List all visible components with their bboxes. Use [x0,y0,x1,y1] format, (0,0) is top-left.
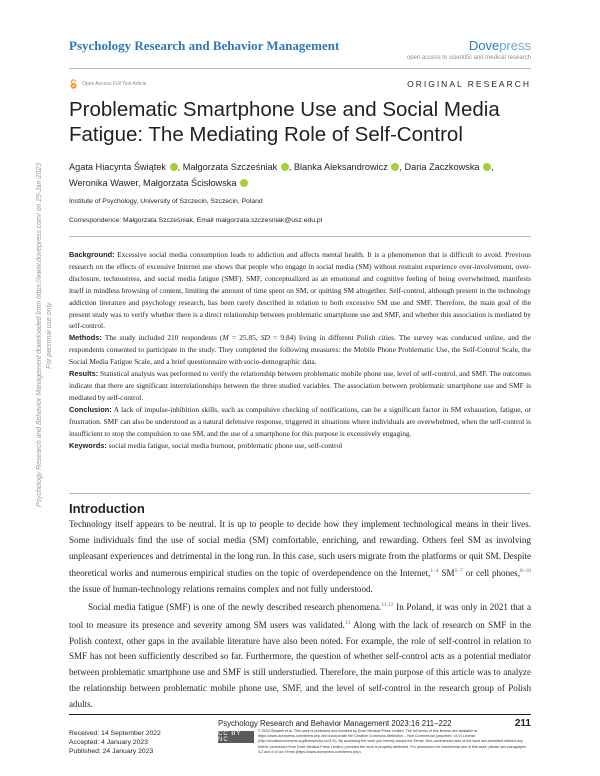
footer-rule [69,714,531,715]
abstract-label: Methods: [69,333,102,343]
introduction-body [69,517,531,713]
abstract-label: Results: [69,369,99,379]
citation-link[interactable]: 5–7 [454,568,463,575]
author-list: Agata Hiacynta Świątek , Małgorzata Szcześniak , Blanka Aleksandrowicz , Daria Zaczkowska , Weronika Wawer, Małgorzata Ścisłowska [69,162,494,188]
author-name: Małgorzata Szcześniak [182,162,278,172]
abstract-label: Keywords: [69,440,107,450]
orcid-icon[interactable] [391,163,399,171]
footer-citation: Psychology Research and Behavior Management 2023:16 211–222 [218,719,452,728]
header-rule [69,68,531,69]
cc-license-icon[interactable]: CC BY NC [218,731,254,743]
orcid-icon[interactable] [281,163,289,171]
abstract-text: = 25.85, [228,333,261,343]
paragraph [69,517,531,598]
publisher-suffix: press [499,38,531,53]
abstract-text: Excessive social media consumption leads to addiction and affects mental health. It is a phenomenon that is difficult to avoid. Previous research on the effects of excessive Internet use shows that people who engage in social media (SM) without restraint experience over-involvement, over-disclosure, technostress, and social media fatigue (SMF). SMF, conceptualized as an emotional and cognitive feeling of being overwhelmed, manifests itself in mindless browsing of content, limiting the amount of time spent on SM, or quitting SM altogether. Self-control, although present in the technology addiction literature and psychology research, has been rarely described in relation to both excessive SM use and SMF. Therefore, the main goal of the present study was to verify whether there is a direct relationship between problematic smartphone use and SMF, and whether this association is mediated by self-control. [69,250,531,331]
citation-link[interactable]: 8–10 [520,568,531,575]
abstract-keywords [69,440,531,452]
article-type: ORIGINAL RESEARCH [407,79,531,89]
orcid-icon[interactable] [170,163,178,171]
text-run: Technology itself appears to be neutral. It is up to people to decide how they implement technological means in their lives. Some individuals find the use of social media (SM) comfortable, enriching, and rewarding. Others feel SM as involving unpleasant experiences and detrimental in the long run. In this case, such users migrate from the platforms or quit SM. Despite theoretical works and numerous empirical studies on the topic of overdependence on the Internet, [69,519,531,579]
abstract-text: Statistical analysis was performed to verify the relationship between problematic mobile phone use, level of self-control, and SMF. The outcomes indicate that there are significant interrelationships between the three studied variables. The association between problematic smartphone use and SMF is mediated by self-control. [69,369,531,402]
abstract-label: Background: [69,250,115,259]
author-name: Blanka Aleksandrowicz [293,162,388,172]
citation-link[interactable]: 11,12 [381,602,394,609]
abstract-methods [69,332,531,368]
open-access-lock-icon [69,79,78,89]
abstract-text: = 9.84) living in different Polish cities. The survey was conducted online, and the respondents consented to participate in the study. They completed the following measures: the Mobile Phone Problematic Use, the Self-Control Scale, the Social Media Fatigue Scale, and a brief questionnaire with socio-demographic data. [69,333,531,367]
author-name: Agata Hiacynta Świątek [69,162,167,172]
abstract-label: Conclusion: [69,404,112,414]
text-run: Along with the lack of research on SMF in the Polish context, other gaps in the available literature have also been noted. For example, the role of self-control in relation to SMF has not been sufficiently described so far. Furthermore, the question of whether self-control acts as a potential mediator between problematic smartphone use and SMF is still understudied. Therefore, the main purpose of this article was to analyze the relationship between problematic mobile phone use, SMF, and the level of self-control in the research group of Polish adults. [69,619,532,709]
abstract-background [69,249,531,332]
citation-link[interactable]: 1–4 [430,568,439,575]
text-run: the issue of human-technology relations remains complex and not fully understood. [69,584,373,595]
publisher-tagline: open access to scientific and medical research [406,55,531,61]
author-name: Daria Zaczkowska [404,162,480,172]
text-run: or cell phones, [462,568,520,579]
text-run: SM [438,568,455,579]
correspondence[interactable]: Correspondence: Małgorzata Szcześniak, Email malgorzata.szczesniak@usz.edu.pl [69,217,323,224]
license-text: © 2023 Świątek et al. This work is published and licensed by Dove Medical Press Limited. The full terms of this license are available at https://www.dovepress.com/terms.php and incorporate the Creative Commons Attribution – Non Commercial (unported, v3.0) License (http://creativecommons.org/licenses/by-nc/3.0/). By accessing the work you hereby accept the Terms. Non-commercial uses of the work are permitted without any further permission from Dove Medical Press Limited, provided the work is properly attributed. For permission for commercial use of this work, please see paragraphs 4.2 and 5 of our Terms (https://www.dovepress.com/terms.php). [258,729,527,754]
affiliation: Institute of Psychology, University of Szczecin, Szczecin, Poland [69,198,263,205]
abstract [69,249,531,451]
author-name: Weronika Wawer [69,178,138,188]
download-watermark [35,140,54,530]
watermark-line: For personal use only. [45,301,53,369]
orcid-icon[interactable] [240,179,248,187]
accepted-date: Accepted: 4 January 2023 [69,738,148,746]
article-dates [69,730,161,757]
received-date: Received: 14 September 2022 [69,730,161,737]
orcid-icon[interactable] [483,163,491,171]
abstract-results [69,368,531,404]
text-run: Social media fatigue (SMF) is one of the newly described research phenomena. [88,602,382,613]
publisher-logo[interactable] [469,38,531,53]
abstract-text: The study included 210 respondents ( [101,333,223,343]
published-date: Published: 24 January 2023 [69,747,154,755]
citation-link[interactable]: 13 [344,619,351,626]
publisher-main: Dove [468,38,500,53]
open-access-label [69,79,146,89]
abstract-text: SD [260,333,270,343]
author-name: Małgorzata Ścisłowska [143,178,237,188]
text-run: In Poland, it was only in 2021 that a tool to measure its presence and severity among SM users was validated. [69,602,531,630]
abstract-text: M [222,333,229,343]
abstract-conclusion [69,404,531,440]
watermark-line: Psychology Research and Behavior Management downloaded from https://www.dovepress.com/ on 25-Jan-2023 [36,163,43,507]
section-heading: Introduction [69,501,145,516]
article-title: Problematic Smartphone Use and Social Media Fatigue: The Mediating Role of Self-Control [69,98,500,146]
abstract-text: A lack of impulse-inhibition skills, such as compulsive checking of notifications, can be a significant factor in SM exhaustion, fatigue, or frustration. SMF can also be understood as a natural defensive response, triggered in situations where individuals are overwhelmed, when the self-control is insufficient to stop the compulsion to use SM, and the use of a smartphone for this purpose is excessively engaging. [69,404,531,438]
journal-name[interactable]: Psychology Research and Behavior Management [69,38,340,53]
paragraph [69,598,531,713]
abstract-text: social media fatigue, social media burnout, problematic phone use, self-control [106,440,343,450]
page-number: 211 [514,718,531,729]
open-access-text: Open Access Full Text Article [82,81,147,87]
